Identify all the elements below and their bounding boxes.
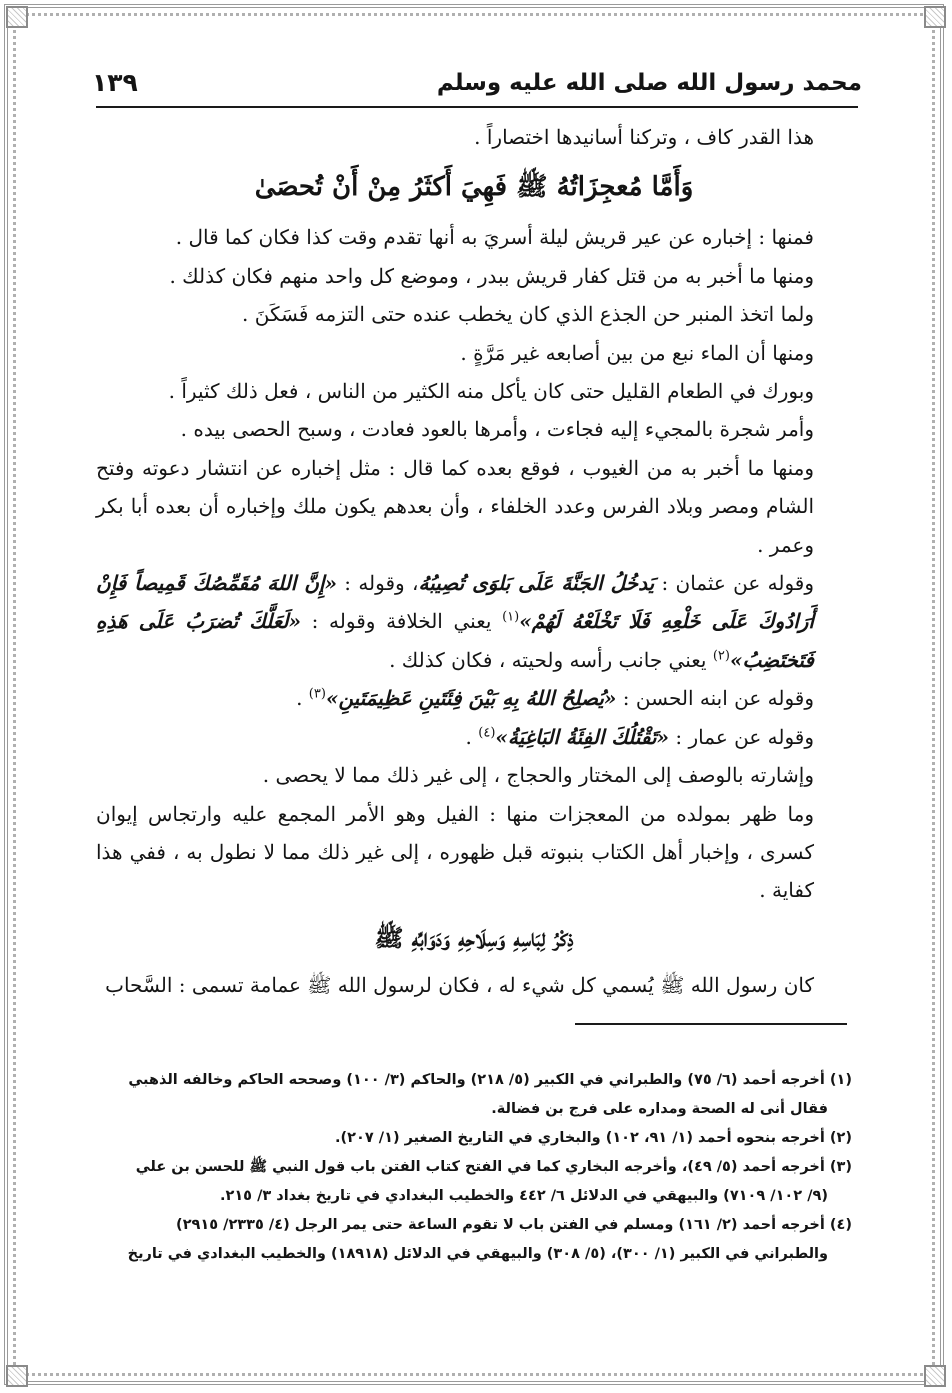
- paragraph: [96, 564, 852, 679]
- paragraph: وأمر شجرة بالمجيء إليه فجاءت ، وأمرها بالعود فعادت ، وسبح الحصى بيده .: [180, 417, 814, 442]
- page-number: ١٣٩: [92, 68, 138, 97]
- hadith-quote: «تَقْتُلُكَ الفِئَةُ البَاغِيَةُ»: [495, 724, 670, 749]
- text-run: وقوله عن ابنه الحسن :: [616, 686, 814, 711]
- header-divider: [96, 106, 858, 108]
- section-heading: وَأَمَّا مُعجِزَاتُهُ ﷺ فَهِيَ أَكثَرُ مِنْ أَنْ تُحصَىٰ: [254, 172, 694, 203]
- paragraph: كان رسول الله ﷺ يُسمي كل شيء له ، فكان لرسول الله ﷺ عمامة تسمى : السَّحاب: [105, 972, 814, 997]
- text-run: ، وقوله :: [336, 571, 419, 596]
- text-run: يعني جانب رأسه ولحيته ، فكان كذلك .: [389, 647, 713, 672]
- paragraph: فمنها : إخباره عن عير قريش ليلة أسريَ به أنها تقدم وقت كذا فكان كما قال .: [175, 225, 814, 250]
- hadith-quote: «يُصلِحُ اللهُ بِهِ بَيْنَ فِئَتَينِ عَظِيمَتَينِ»: [325, 686, 617, 711]
- text-run: وقوله عن عثمان :: [654, 571, 814, 596]
- text-run: وقوله عن عمار :: [669, 724, 814, 749]
- footnote-ref: (٢): [712, 648, 730, 664]
- hadith-quote: «لَعَلَّكَ تُضرَبُ عَلَى هَذِهِ فَتَختَضِبُ»: [96, 609, 814, 672]
- footnote: (٢) أخرجه بنحوه أحمد (١/ ٩١، ١٠٢) والبخاري في التاريخ الصغير (١/ ٢٠٧).: [335, 1130, 852, 1146]
- footnotes: [96, 1066, 852, 1269]
- paragraph: هذا القدر كاف ، وتركنا أسانيدها اختصاراً .: [474, 125, 814, 149]
- footnote-continuation: فقال أنى له الصحة ومداره على فرج بن فضالة.: [491, 1101, 828, 1117]
- paragraph: [96, 679, 852, 717]
- footnote-divider: [575, 1023, 847, 1025]
- main-text: [96, 118, 852, 1004]
- text-run: .: [465, 724, 479, 749]
- corner-ornament: [924, 6, 946, 28]
- footnote-continuation: (٩/ ١٠٢/ ٧١٠٩) والبيهقي في الدلائل ٦/ ٤٤٢ والخطيب البغدادي في تاريخ بغداد ٣/ ٢١٥.: [219, 1188, 828, 1204]
- text-run: يعني الخلافة وقوله :: [301, 609, 503, 634]
- paragraph: وبورك في الطعام القليل حتى كان يأكل منه الكثير من الناس ، فعل ذلك كثيراً .: [168, 379, 814, 404]
- footnote: (٣) أخرجه أحمد (٥/ ٤٩)، وأخرجه البخاري كما في الفتح كتاب الفتن باب قول النبي ﷺ للحسن بن علي: [135, 1159, 852, 1175]
- corner-ornament: [6, 6, 28, 28]
- hadith-quote: يَدخُلُ الجَنَّةَ عَلَى بَلوَى تُصِيبُهُ: [418, 571, 655, 596]
- paragraph: ولما اتخذ المنبر حن الجذع الذي كان يخطب عنده حتى التزمه فَسَكَنَ .: [242, 302, 814, 327]
- paragraph: وما ظهر بمولده من المعجزات منها : الفيل وهو الأمر المجمع عليه وارتجاس إيوان كسرى ، وإخبار أهل الكتاب بنبوته قبل ظهوره ، إلى غير ذلك مما لا نطول به ، ففي هذا كفاية .: [96, 801, 814, 903]
- footnote-continuation: والطبراني في الكبير (١/ ٣٠٠)، (٥/ ٣٠٨) والبيهقي في الدلائل (١٨٩١٨) والخطيب البغدادي في تاريخ: [127, 1246, 828, 1262]
- page-header: [92, 64, 862, 104]
- footnote-ref: (٤): [478, 725, 496, 741]
- running-title: محمد رسول الله صلى الله عليه وسلم: [436, 70, 862, 96]
- section-heading: ذِكْرُ لِبَاسِهِ وَسِلَاحِهِ وَدَوَابِّهِ ﷺ: [374, 922, 574, 952]
- footnote-ref: (١): [502, 609, 520, 625]
- paragraph: ومنها ما أخبر به من الغيوب ، فوقع بعده كما قال : مثل إخباره عن انتشار دعوته وفتح الشام ومصر وبلاد الفرس وعدد الخلفاء ، وأن بعدهم يكون ملك وإخباره أن بعده أبا بكر وعمر .: [96, 455, 814, 557]
- paragraph: وإشارته بالوصف إلى المختار والحجاج ، إلى غير ذلك مما لا يحصى .: [262, 763, 814, 788]
- text-run: .: [296, 686, 309, 711]
- paragraph: ومنها أن الماء نبع من بين أصابعه غير مَرَّةٍ .: [460, 340, 814, 365]
- footnote: (٤) أخرجه أحمد (٢/ ١٦١) ومسلم في الفتن باب لا تقوم الساعة حتى يمر الرجل (٤/ ٢٣٣٥/ ٢٩١٥): [176, 1217, 852, 1233]
- footnote: (١) أخرجه أحمد (٦/ ٧٥) والطبراني في الكبير (٥/ ٢١٨) والحاكم (٣/ ١٠٠) وصححه الحاكم وخالفه الذهبي: [128, 1072, 852, 1088]
- corner-ornament: [924, 1365, 946, 1387]
- paragraph: [96, 718, 852, 756]
- hadith-quote: «إِنَّ اللهَ مُقَمِّصُكَ قَمِيصاً فَإِنْ أَرَادُوكَ عَلَى خَلْعِهِ فَلَا تَخْلَعْهُ لَهُمْ»: [96, 571, 814, 634]
- footnote-ref: (٣): [308, 686, 326, 702]
- paragraph: ومنها ما أخبر به من قتل كفار قريش ببدر ، وموضع كل واحد منهم فكان كذلك .: [169, 263, 814, 288]
- corner-ornament: [6, 1365, 28, 1387]
